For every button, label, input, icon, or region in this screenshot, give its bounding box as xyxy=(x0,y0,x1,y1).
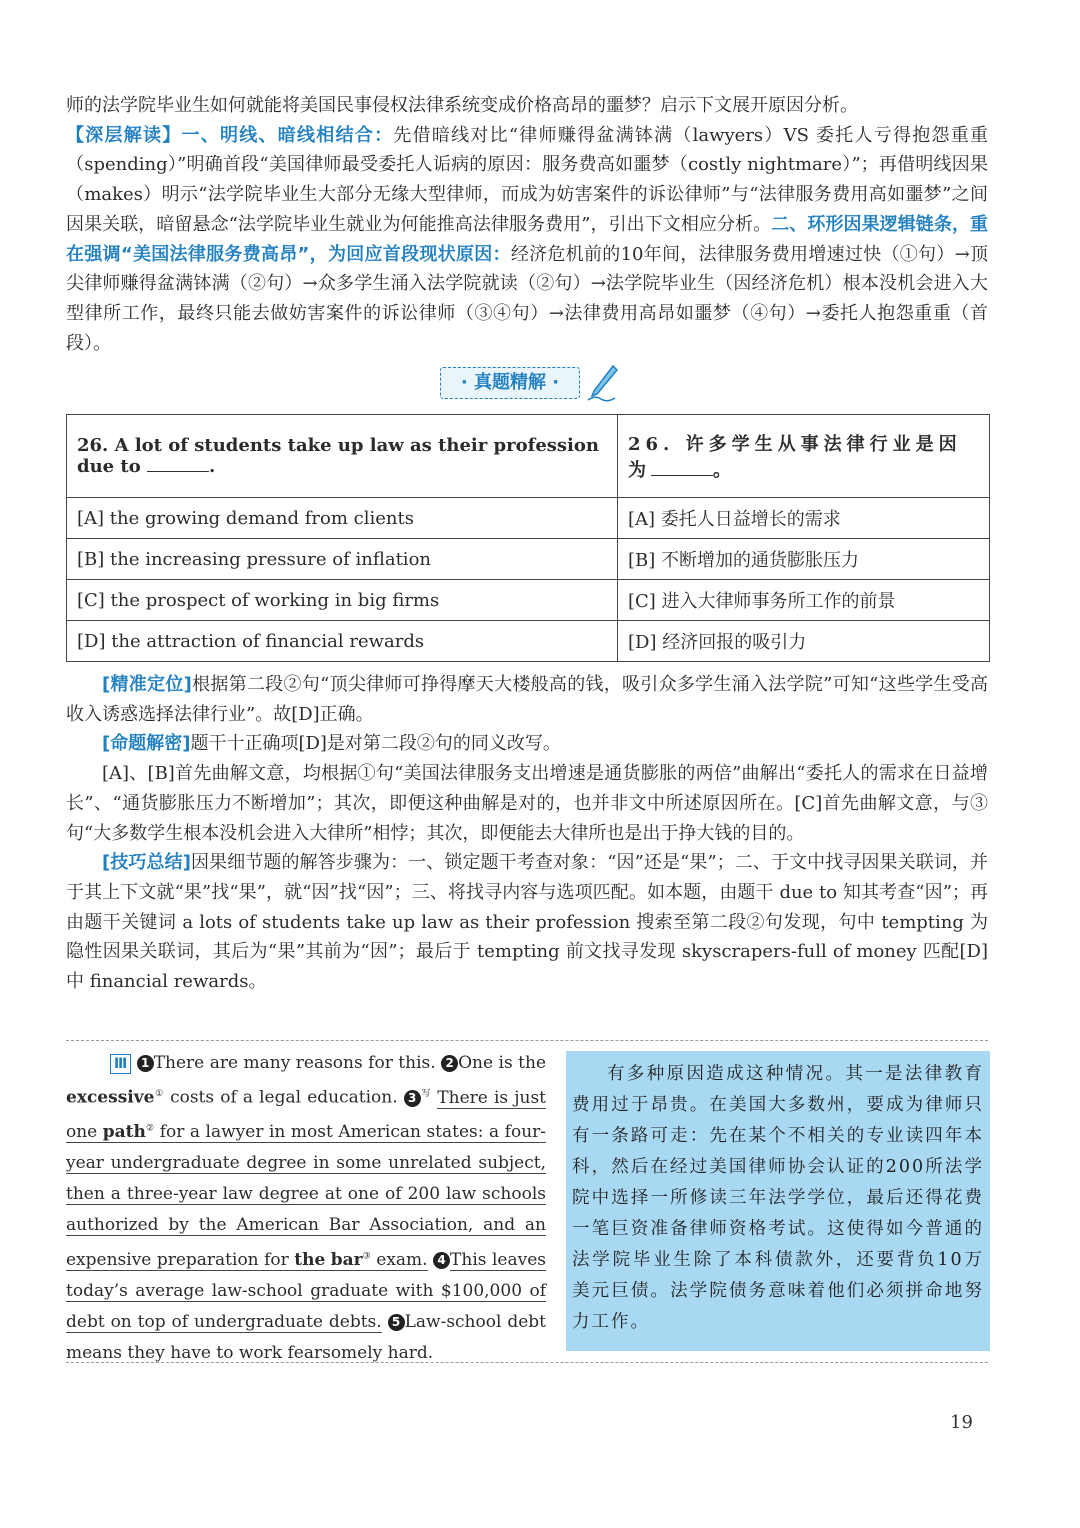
skill-tag: [技巧总结] xyxy=(102,852,191,874)
writing-tag: 写 xyxy=(420,1089,432,1099)
paragraph-numeral: Ⅲ xyxy=(110,1054,131,1074)
option-en: [C] the prospect of working in big firms xyxy=(67,580,618,621)
passage-english xyxy=(66,1048,546,1369)
sentence-marker-1: 1 xyxy=(137,1055,154,1072)
option-cn: [A] 委托人日益增长的需求 xyxy=(618,498,990,539)
stem-en-text: 26. A lot of students take up law as their profession due to xyxy=(77,435,599,477)
point1-title: 一、明线、暗线相结合： xyxy=(181,124,394,146)
divider-top xyxy=(66,1040,988,1041)
sentence-4: This leaves today’s average law-school graduate with $100,000 of debt on top of undergraduate debts. xyxy=(66,1249,546,1332)
option-en: [B] the increasing pressure of inflation xyxy=(67,539,618,580)
sentence-3 xyxy=(66,1088,546,1271)
sentence-marker-3: 3 xyxy=(404,1090,421,1107)
answer-blank xyxy=(147,457,209,472)
sentence-3a: There is just one xyxy=(66,1087,547,1143)
point2-title: 二、环形因果逻辑链条，重在强调“美国法律服务费高昂”，为回应首段现状原因： xyxy=(66,213,989,265)
locate-paragraph xyxy=(66,670,988,729)
intro-paragraph xyxy=(66,91,988,358)
sentence-3c: exam. xyxy=(376,1249,428,1270)
answer-blank-cn xyxy=(651,461,713,476)
option-cn: [C] 进入大律师事务所工作的前景 xyxy=(618,580,990,621)
sentence-2a: One is the xyxy=(458,1053,547,1073)
question-table xyxy=(66,414,990,662)
option-row-c xyxy=(67,580,990,621)
keyword-excessive: excessive xyxy=(66,1087,155,1108)
keyword-path: path xyxy=(102,1122,146,1143)
sentence-2b: costs of a legal education. xyxy=(170,1087,398,1108)
locate-body: 根据第二段②句“顶尖律师可挣得摩天大楼般高的钱，吸引众多学生涌入法学院”可知“这些学生受高收入诱惑选择法律行业”。故[D]正确。 xyxy=(66,674,989,725)
question-stem-row xyxy=(67,415,990,498)
intro-line1: 师的法学院毕业生如何就能将美国民事侵权法律系统变成价格高昂的噩梦？启示下文展开原因分析。 xyxy=(66,95,858,116)
point1-body: 先借暗线对比“律师赚得盆满钵满（lawyers）VS 委托人亏得抱怨重重（spending）”明确首段“美国律师最受委托人诟病的原因：服务费高如噩梦（costly nightmare）”；再借明线因果（makes）明示“法学院毕业生大部分无缘大型律师，而成为妨害案件的诉讼律师”与“法律服务费用高如噩梦”之间因果关联，暗留悬念“法学院毕业生就业为何能推高法律服务费用”，引出下文相应分析。 xyxy=(66,124,989,235)
deep-reading-tag: 【深层解读】 xyxy=(66,124,182,146)
translation-text: 有多种原因造成这种情况。其一是法律教育费用过于昂贵。在美国大多数州，要成为律师只有一条路可走：先在某个不相关的专业读四年本科，然后在经过美国律师协会认证的200所法学院中选择一所修读三年法学学位，最后还得花费一笔巨资准备律师资格考试。这使得如今普通的法学院毕业生除了本科债款外，还要背负10万美元巨债。法学院债务意味着他们必须拼命地努力工作。 xyxy=(572,1064,984,1332)
locate-tag: [精准定位] xyxy=(102,674,192,695)
decode-paragraph xyxy=(66,729,988,759)
stem-en-end: . xyxy=(209,456,216,477)
option-en: [D] the attraction of financial rewards xyxy=(67,621,618,662)
stem-cn-end: 。 xyxy=(713,460,736,481)
skill-body: 因果细节题的解答步骤为：一、锁定题干考查对象：“因”还是“果”；二、于文中找寻因果关联词，并于其上下文就“果”找“果”，就“因”找“因”；三、将找寻内容与选项匹配。如本题，由题干 due to 知其考查“因”；再由题干关键词 a lots of students take up law as their profession 搜索至第二段②句发现，句中 tempting 为隐性因果关联词，其后为“果”其前为“因”；最后于 tempting 前文找寻发现 skyscrapers-full of money 匹配[D]中 financial rewards。 xyxy=(66,852,989,993)
sentence-3b: for a lawyer in most American states: a four-year undergraduate degree in some unrelated subject, then a three-year law degree at one of 200 law schools authorized by the American Bar Association, and an expensive preparation for xyxy=(66,1122,547,1270)
question-stem-en xyxy=(67,415,618,498)
note-2: ② xyxy=(145,1123,155,1134)
sentence-marker-4: 4 xyxy=(433,1252,450,1269)
question-stem-cn xyxy=(618,415,990,498)
sentence-marker-2: 2 xyxy=(441,1055,458,1072)
option-row-a xyxy=(67,498,990,539)
pen-icon xyxy=(585,364,619,404)
stem-cn-text: 26. 许多学生从事法律行业是因为 xyxy=(628,434,962,481)
option-row-d xyxy=(67,621,990,662)
skill-paragraph xyxy=(66,848,988,997)
sentence-marker-5: 5 xyxy=(388,1314,405,1331)
divider-bottom xyxy=(66,1362,988,1363)
note-3: ③ xyxy=(362,1251,371,1262)
option-cn: [D] 经济回报的吸引力 xyxy=(618,621,990,662)
point2-body: 经济危机前的10年间，法律服务费用增速过快（①句）→顶尖律师赚得盆满钵满（②句）→众多学生涌入法学院就读（②句）→法学院毕业生（因经济危机）根本没机会进入大型律所工作，最终只能去做妨害案件的诉讼律师（③④句）→法律费用高昂如噩梦（④句）→委托人抱怨重重（首段）。 xyxy=(66,243,988,354)
sentence-5: Law-school debt means they have to work fearsomely hard. xyxy=(66,1311,546,1363)
decode-paragraph-2: [A]、[B]首先曲解文意，均根据①句“美国法律服务支出增速是通货膨胀的两倍”曲解出“委托人的需求在日益增长”、“通货膨胀压力不断增加”；其次，即便这种曲解是对的，也并非文中所述原因所在。[C]首先曲解文意，与③句“大多数学生根本没机会进入大律所”相悖；其次，即便能去大律所也是出于挣大钱的目的。 xyxy=(66,763,988,844)
option-cn: [B] 不断增加的通货膨胀压力 xyxy=(618,539,990,580)
decode-body: 题干十正确项[D]是对第二段②句的同义改写。 xyxy=(190,733,561,755)
option-en: [A] the growing demand from clients xyxy=(67,498,618,539)
option-row-b xyxy=(67,539,990,580)
keyword-the: the xyxy=(294,1249,326,1270)
note-1: ① xyxy=(154,1089,164,1099)
section-header: · 真题精解 · xyxy=(440,367,580,399)
passage-translation xyxy=(566,1051,990,1351)
keyword-bar: bar xyxy=(330,1249,363,1270)
page-number: 19 xyxy=(950,1412,973,1433)
analysis-section xyxy=(66,670,988,997)
decode-tag: [命题解密] xyxy=(102,733,191,755)
sentence-1: There are many reasons for this. xyxy=(153,1053,436,1073)
